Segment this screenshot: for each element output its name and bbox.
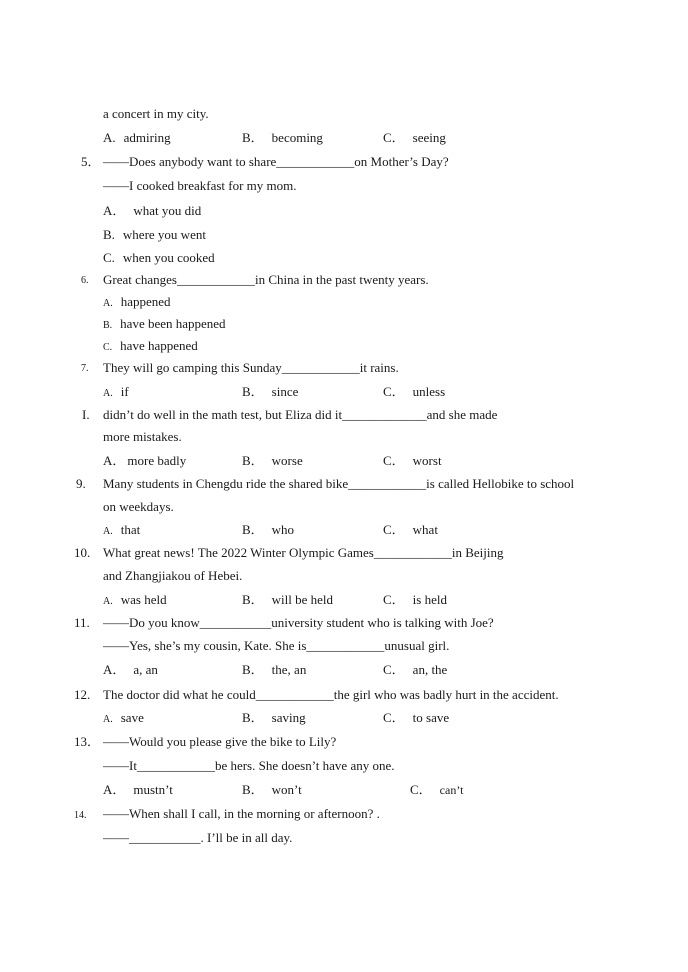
q9-option-c[interactable] <box>383 522 438 538</box>
option-text: happened <box>120 294 171 309</box>
q12-option-b[interactable] <box>242 710 306 726</box>
q5-stem-line2: ——I cooked breakfast for my mom. <box>103 178 297 193</box>
q6-option-c[interactable] <box>103 338 198 356</box>
q13-stem-line1: ——Would you please give the bike to Lily? <box>103 734 337 749</box>
q12-option-a[interactable] <box>103 710 144 728</box>
q10-number: 10. <box>74 545 91 560</box>
option-letter: B． <box>242 384 264 399</box>
q7-option-a[interactable] <box>103 384 129 402</box>
option-letter: B． <box>242 662 264 677</box>
q11-stem-line1: ——Do you know___________university student who is talking with Joe? <box>103 615 494 630</box>
q8-option-a[interactable] <box>103 453 186 469</box>
option-letter: C． <box>383 384 405 399</box>
q5-option-b[interactable] <box>103 227 206 243</box>
q10-option-a[interactable] <box>103 592 167 610</box>
option-text: what you did <box>133 203 202 218</box>
q8-option-b[interactable] <box>242 453 303 469</box>
q7-stem: They will go camping this Sunday____________it rains. <box>103 360 399 375</box>
option-text: unless <box>412 384 446 399</box>
q13-option-a[interactable] <box>103 782 173 798</box>
option-text: the, an <box>271 662 307 677</box>
option-letter: B． <box>242 130 264 145</box>
option-text: an, the <box>412 662 448 677</box>
option-letter: B. <box>103 227 115 242</box>
option-text: saving <box>271 710 306 725</box>
q8-stem-line2: more mistakes. <box>103 429 182 444</box>
option-letter: C． <box>383 662 405 677</box>
q14-number: 14. <box>74 810 87 821</box>
option-letter: C． <box>410 782 432 797</box>
option-text: worse <box>271 453 303 468</box>
option-letter: A． <box>103 203 126 218</box>
q4-stem-tail: a concert in my city. <box>103 106 209 121</box>
option-letter: A. <box>103 596 113 607</box>
q14-stem-line1: ——When shall I call, in the morning or afternoon? . <box>103 806 380 821</box>
q13-stem-line2: ——It____________be hers. She doesn’t have any one. <box>103 758 395 773</box>
option-letter: B． <box>242 453 264 468</box>
option-text: worst <box>412 453 442 468</box>
option-letter: A. <box>103 714 113 725</box>
option-letter: C． <box>383 710 405 725</box>
option-letter: C. <box>103 342 113 353</box>
option-letter: B． <box>242 522 264 537</box>
q5-stem-line1: ——Does anybody want to share____________on Mother’s Day? <box>103 154 449 169</box>
option-text: where you went <box>122 227 206 242</box>
q13-number: 13． <box>74 734 101 749</box>
option-text: seeing <box>412 130 446 145</box>
q9-stem-line2: on weekdays. <box>103 499 174 514</box>
q11-option-c[interactable] <box>383 662 447 678</box>
q13-option-b[interactable] <box>242 782 302 798</box>
q10-stem-line1: What great news! The 2022 Winter Olympic Games____________in Beijing <box>103 545 504 560</box>
q9-number: 9. <box>76 476 86 491</box>
option-letter: C． <box>383 453 405 468</box>
q5-number: 5． <box>81 154 101 169</box>
option-letter: A. <box>103 298 113 309</box>
q11-number: 11. <box>74 615 90 630</box>
option-text: that <box>120 522 141 537</box>
q11-stem-line2: ——Yes, she’s my cousin, Kate. She is____________unusual girl. <box>103 638 450 653</box>
q8-stem-line1: didn’t do well in the math test, but Eliza did it_____________and she made <box>103 407 498 422</box>
option-letter: C． <box>383 592 405 607</box>
q12-number: 12. <box>74 687 91 702</box>
q11-option-a[interactable] <box>103 662 158 678</box>
option-text: since <box>271 384 299 399</box>
q8-number: I. <box>82 407 90 422</box>
q6-stem: Great changes____________in China in the past twenty years. <box>103 272 429 287</box>
q6-number: 6. <box>81 275 89 286</box>
option-text: have been happened <box>120 316 226 331</box>
q4-option-b[interactable] <box>242 130 323 146</box>
option-text: more badly <box>127 453 187 468</box>
option-letter: C. <box>103 250 115 265</box>
q9-option-a[interactable] <box>103 522 140 540</box>
option-text: will be held <box>271 592 334 607</box>
option-text: admiring <box>123 130 171 145</box>
option-letter: C． <box>383 130 405 145</box>
option-letter: B． <box>242 710 264 725</box>
option-text: a, an <box>133 662 158 677</box>
option-text: who <box>271 522 295 537</box>
q6-option-a[interactable] <box>103 294 171 312</box>
q7-option-b[interactable] <box>242 384 298 400</box>
q4-option-a[interactable] <box>103 130 171 146</box>
q7-number: 7. <box>81 363 89 374</box>
option-text: have happened <box>120 338 198 353</box>
q8-option-c[interactable] <box>383 453 442 469</box>
option-text: save <box>120 710 144 725</box>
q7-option-c[interactable] <box>383 384 445 400</box>
option-text: what <box>412 522 438 537</box>
option-letter: A. <box>103 388 113 399</box>
option-text: was held <box>120 592 167 607</box>
option-text: becoming <box>271 130 323 145</box>
option-letter: B． <box>242 782 264 797</box>
q5-option-a[interactable] <box>103 203 201 219</box>
q10-option-c[interactable] <box>383 592 447 608</box>
q12-stem: The doctor did what he could____________the girl who was badly hurt in the accident. <box>103 687 559 702</box>
option-text: is held <box>412 592 447 607</box>
q6-option-b[interactable] <box>103 316 226 334</box>
q14-stem-line2: ——___________. I’ll be in all day. <box>103 830 293 845</box>
option-text: when you cooked <box>122 250 215 265</box>
q12-option-c[interactable] <box>383 710 449 726</box>
q13-option-c[interactable] <box>410 782 463 798</box>
q9-option-b[interactable] <box>242 522 294 538</box>
option-text: to save <box>412 710 450 725</box>
option-text: if <box>120 384 129 399</box>
q5-option-c[interactable] <box>103 250 215 266</box>
option-letter: A． <box>103 782 126 797</box>
option-letter: A. <box>103 526 113 537</box>
q10-stem-line2: and Zhangjiakou of Hebei. <box>103 568 243 583</box>
option-letter: A． <box>103 662 126 677</box>
option-text: mustn’t <box>133 782 173 797</box>
option-letter: B． <box>242 592 264 607</box>
option-text: can’t <box>439 783 464 797</box>
option-letter: A. <box>103 130 116 145</box>
option-letter: B. <box>103 320 113 331</box>
q11-option-b[interactable] <box>242 662 306 678</box>
q4-option-c[interactable] <box>383 130 446 146</box>
option-text: won’t <box>271 782 302 797</box>
q10-option-b[interactable] <box>242 592 333 608</box>
option-letter: C． <box>383 522 405 537</box>
option-letter: A． <box>103 453 126 468</box>
q9-stem-line1: Many students in Chengdu ride the shared bike____________is called Hellobike to school <box>103 476 575 491</box>
